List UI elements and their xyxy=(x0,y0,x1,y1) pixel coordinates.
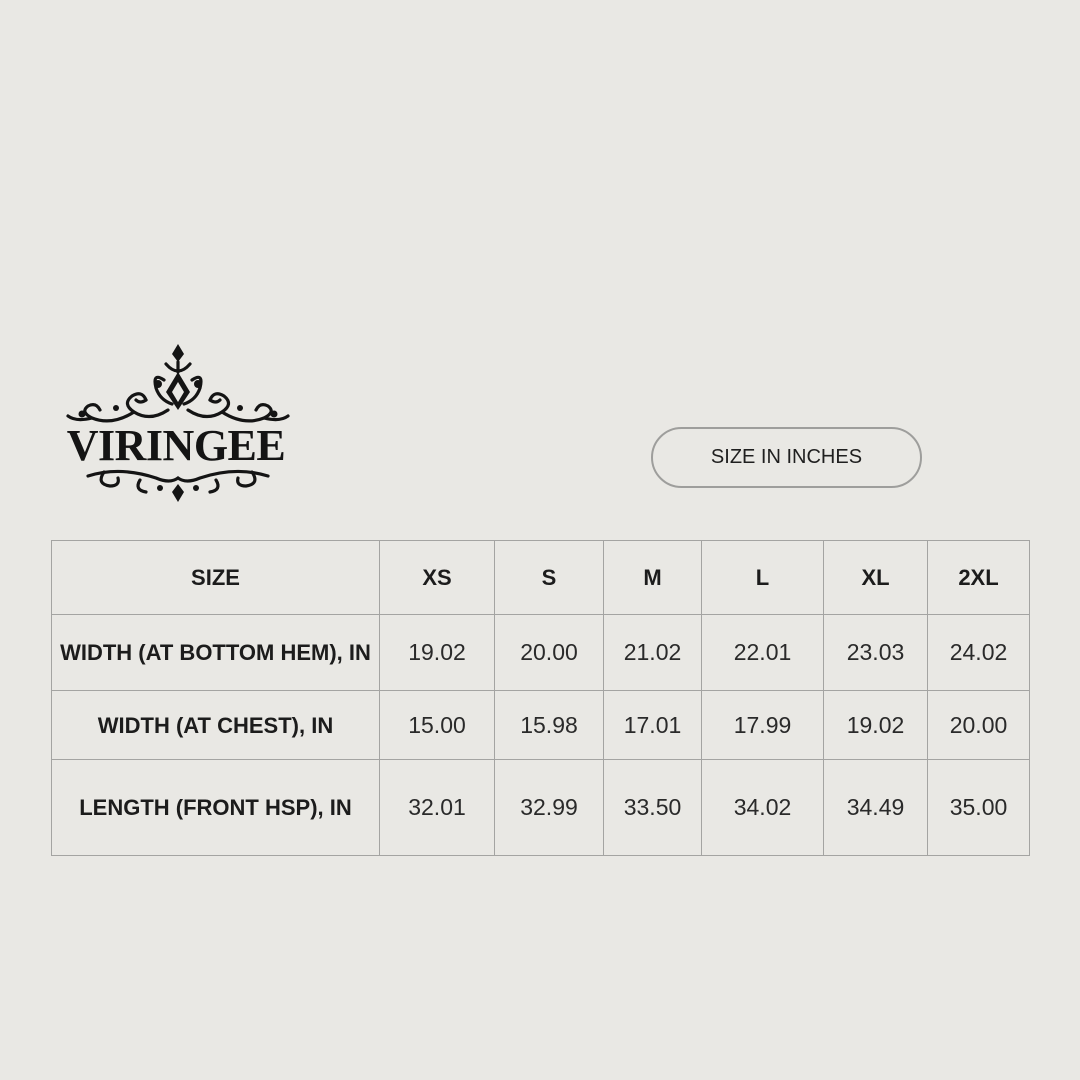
size-chart-table xyxy=(51,540,1030,856)
table-cell: 34.02 xyxy=(702,760,824,856)
header-size-l: L xyxy=(702,541,824,615)
table-cell: 34.49 xyxy=(824,760,928,856)
header-size-2xl: 2XL xyxy=(928,541,1030,615)
table-cell: 20.00 xyxy=(495,615,604,691)
table-cell: 17.99 xyxy=(702,691,824,760)
brand-wordmark: VIRINGEE xyxy=(66,421,286,470)
table-cell: 20.00 xyxy=(928,691,1030,760)
row-label-front-length: LENGTH (FRONT HSP), IN xyxy=(52,760,380,856)
table-header-row xyxy=(52,541,1030,615)
brand-logo xyxy=(60,338,292,508)
table-cell: 21.02 xyxy=(604,615,702,691)
header-size-s: S xyxy=(495,541,604,615)
header-size-xl: XL xyxy=(824,541,928,615)
table-cell: 22.01 xyxy=(702,615,824,691)
row-label-chest-width: WIDTH (AT CHEST), IN xyxy=(52,691,380,760)
table-cell: 17.01 xyxy=(604,691,702,760)
header-size-label: SIZE xyxy=(52,541,380,615)
table-cell: 35.00 xyxy=(928,760,1030,856)
table-cell: 15.00 xyxy=(380,691,495,760)
table-row xyxy=(52,691,1030,760)
table-cell: 32.01 xyxy=(380,760,495,856)
table-cell: 15.98 xyxy=(495,691,604,760)
header-size-m: M xyxy=(604,541,702,615)
table-cell: 24.02 xyxy=(928,615,1030,691)
table-cell: 23.03 xyxy=(824,615,928,691)
table-row xyxy=(52,615,1030,691)
table-row xyxy=(52,760,1030,856)
header-size-xs: XS xyxy=(380,541,495,615)
row-label-bottom-hem-width: WIDTH (AT BOTTOM HEM), IN xyxy=(52,615,380,691)
table-cell: 33.50 xyxy=(604,760,702,856)
table-cell: 19.02 xyxy=(824,691,928,760)
table-cell: 19.02 xyxy=(380,615,495,691)
unit-badge: SIZE IN INCHES xyxy=(651,427,922,488)
table-cell: 32.99 xyxy=(495,760,604,856)
